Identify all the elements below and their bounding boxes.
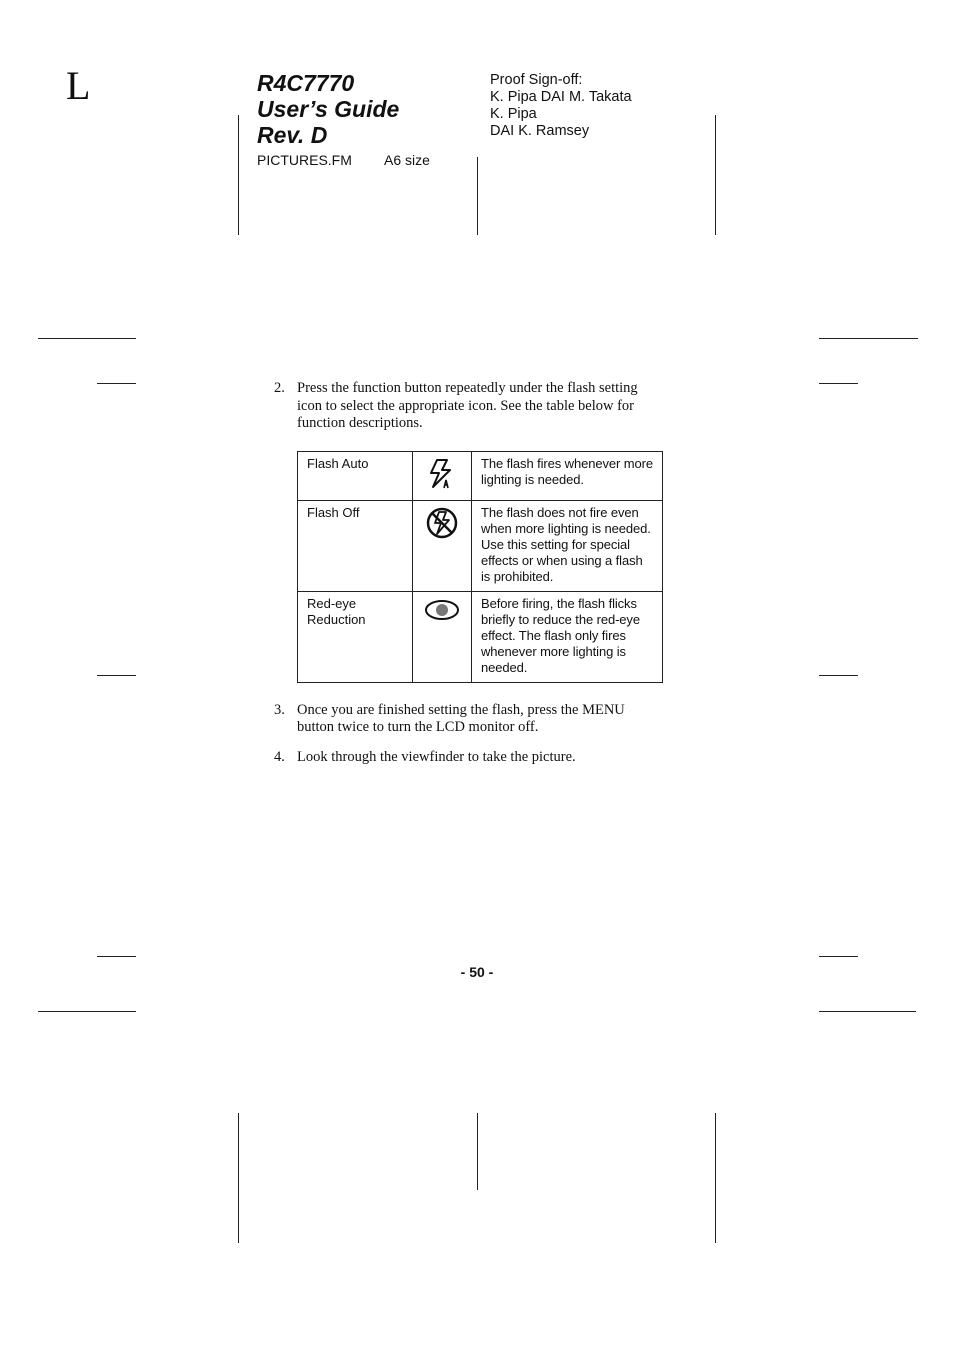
setting-name: Flash Off	[298, 501, 413, 592]
crop-mark	[238, 1113, 239, 1243]
crop-mark	[97, 383, 136, 384]
step-item	[274, 380, 664, 433]
step-text: Press the function button repeatedly under the flash setting icon to select the appropriate icon. See the table below for function descriptions.	[297, 380, 638, 431]
setting-name: Red-eye Reduction	[298, 592, 413, 683]
crop-mark	[477, 1113, 478, 1190]
crop-mark	[38, 1011, 136, 1012]
setting-description: Before firing, the flash flicks briefly to reduce the red-eye effect. The flash only fires whenever more lighting is needed.	[472, 592, 663, 683]
proof-signoff	[490, 72, 632, 140]
crop-mark	[819, 675, 858, 676]
setting-description: The flash does not fire even when more lighting is needed. Use this setting for special effects or when using a flash is prohibited.	[472, 501, 663, 592]
table-row	[298, 592, 663, 683]
red-eye-icon	[424, 598, 460, 626]
proof-line: K. Pipa	[490, 106, 537, 122]
page-number: - 50 -	[460, 964, 494, 980]
crop-mark	[38, 338, 136, 339]
corner-letter: L	[66, 63, 91, 108]
crop-mark	[819, 338, 918, 339]
page-size: A6 size	[384, 152, 430, 168]
flash-off-icon	[425, 507, 459, 543]
flash-auto-icon	[428, 458, 456, 494]
step-item	[274, 749, 664, 767]
title-line: Rev. D	[257, 122, 328, 148]
crop-mark	[819, 1011, 916, 1012]
proof-line: DAI K. Ramsey	[490, 123, 590, 139]
step-item	[274, 702, 664, 737]
crop-mark	[97, 956, 136, 957]
proof-line: K. Pipa DAI M. Takata	[490, 89, 632, 105]
table-row	[298, 501, 663, 592]
setting-icon-cell	[413, 501, 472, 592]
step-number: 2.	[274, 380, 285, 396]
step-number: 4.	[274, 748, 285, 765]
step-text: Look through the viewfinder to take the picture.	[297, 748, 576, 765]
file-name: PICTURES.FM	[257, 152, 352, 168]
crop-mark	[477, 157, 478, 235]
flash-settings-table	[297, 451, 663, 683]
setting-icon-cell	[413, 592, 472, 683]
title-line: User’s Guide	[257, 96, 400, 122]
proof-line: Proof Sign-off:	[490, 72, 583, 88]
title-line: R4C7770	[257, 70, 355, 96]
document-title	[257, 70, 399, 148]
setting-name: Flash Auto	[298, 452, 413, 501]
crop-mark	[715, 115, 716, 235]
crop-mark	[97, 675, 136, 676]
crop-mark	[819, 383, 858, 384]
setting-description: The flash fires whenever more lighting is needed.	[472, 452, 663, 501]
step-number: 3.	[274, 701, 285, 718]
crop-mark	[238, 115, 239, 235]
crop-mark	[819, 956, 858, 957]
table-row	[298, 452, 663, 501]
setting-icon-cell	[413, 452, 472, 501]
crop-mark	[715, 1113, 716, 1243]
step-text: Once you are finished setting the flash, press the MENU button twice to turn the LCD monitor off.	[297, 701, 625, 735]
